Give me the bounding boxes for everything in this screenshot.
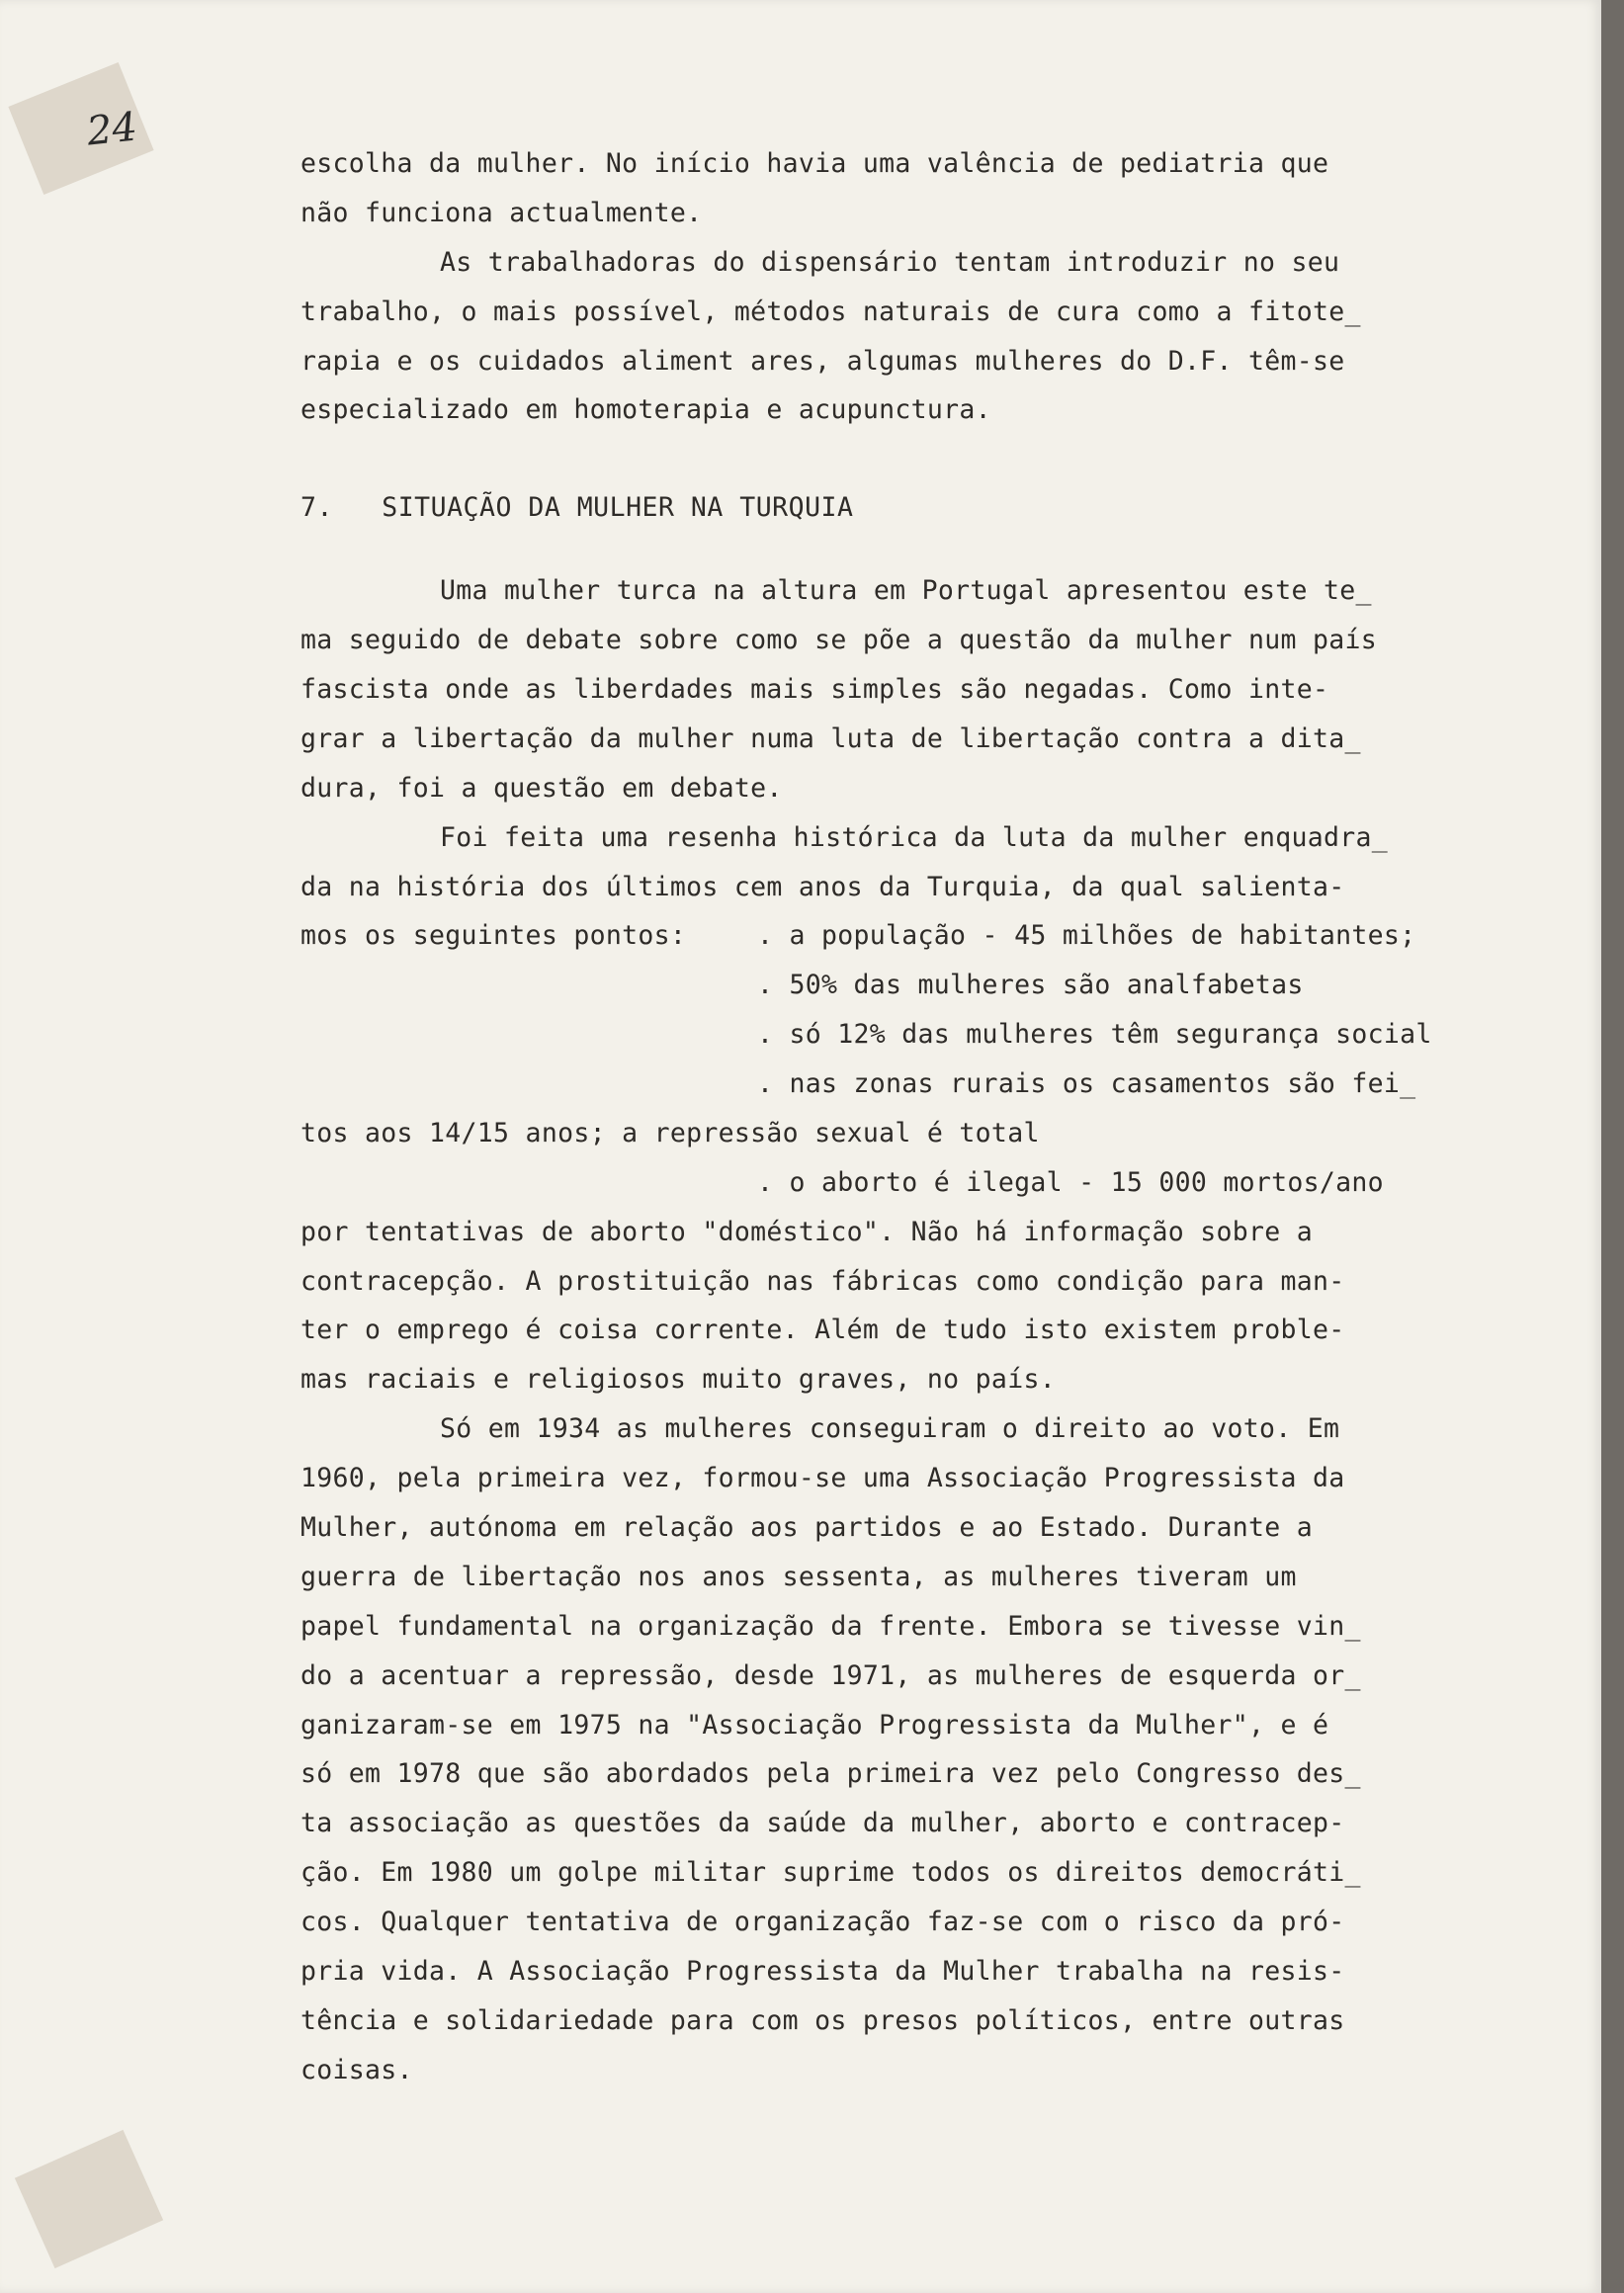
text-line: do a acentuar a repressão, desde 1971, as mulheres de esquerda or_	[300, 1660, 1361, 1691]
list-item: . a população - 45 milhões de habitantes;	[757, 920, 1416, 951]
section-heading: 7. SITUAÇÃO DA MULHER NA TURQUIA	[300, 492, 854, 523]
text-line: só em 1978 que são abordados pela primeira vez pelo Congresso des_	[300, 1758, 1361, 1789]
text-line: não funciona actualmente.	[300, 198, 703, 228]
text-line: coisas.	[300, 2055, 413, 2085]
text-line: por tentativas de aborto "doméstico". Não há informação sobre a	[300, 1217, 1314, 1247]
text-line: Só em 1934 as mulheres conseguiram o direito ao voto. Em	[440, 1413, 1340, 1444]
text-line: ganizaram-se em 1975 na "Associação Progressista da Mulher", e é	[300, 1710, 1329, 1741]
text-line: Mulher, autónoma em relação aos partidos e ao Estado. Durante a	[300, 1512, 1314, 1543]
text-line: contracepção. A prostituição nas fábricas como condição para man-	[300, 1266, 1345, 1297]
list-item: . 50% das mulheres são analfabetas	[757, 970, 1304, 1000]
text-line: mas raciais e religiosos muito graves, no país.	[300, 1364, 1056, 1395]
text-line: As trabalhadoras do dispensário tentam introduzir no seu	[440, 247, 1340, 278]
text-line: guerra de libertação nos anos sessenta, as mulheres tiveram um	[300, 1562, 1297, 1592]
text-line: dura, foi a questão em debate.	[300, 773, 783, 804]
text-line: ção. Em 1980 um golpe militar suprime todos os direitos democráti_	[300, 1857, 1361, 1888]
text-line: fascista onde as liberdades mais simples são negadas. Como inte-	[300, 674, 1329, 705]
text-line: papel fundamental na organização da frente. Embora se tivesse vin_	[300, 1611, 1361, 1642]
list-item: . o aborto é ilegal - 15 000 mortos/ano	[757, 1167, 1384, 1198]
text-line: tos aos 14/15 anos; a repressão sexual é total	[300, 1118, 1040, 1148]
scan-edge	[1601, 0, 1624, 2293]
text-line: escolha da mulher. No início havia uma valência de pediatria que	[300, 148, 1329, 179]
text-line: trabalho, o mais possível, métodos naturais de cura como a fitote_	[300, 297, 1361, 327]
text-line: rapia e os cuidados aliment ares, algumas mulheres do D.F. têm-se	[300, 346, 1345, 377]
text-line: tência e solidariedade para com os presos políticos, entre outras	[300, 2005, 1345, 2036]
text-line: Foi feita uma resenha histórica da luta da mulher enquadra_	[440, 822, 1389, 853]
text-line: pria vida. A Associação Progressista da Mulher trabalha na resis-	[300, 1956, 1345, 1987]
list-item: . nas zonas rurais os casamentos são fei_	[757, 1068, 1416, 1099]
text-line: da na história dos últimos cem anos da Turquia, da qual salienta-	[300, 872, 1345, 902]
text-line: grar a libertação da mulher numa luta de libertação contra a dita_	[300, 723, 1361, 754]
text-line: ter o emprego é coisa corrente. Além de tudo isto existem proble-	[300, 1315, 1345, 1345]
text-line: mos os seguintes pontos:	[300, 920, 687, 951]
page-number: 24	[84, 104, 140, 155]
text-line: especializado em homoterapia e acupunctura.	[300, 394, 991, 425]
text-line: cos. Qualquer tentativa de organização faz-se com o risco da pró-	[300, 1907, 1345, 1937]
tape-mark-bottom	[15, 2130, 163, 2268]
text-line: ta associação as questões da saúde da mulher, aborto e contracep-	[300, 1808, 1345, 1838]
list-item: . só 12% das mulheres têm segurança social	[757, 1019, 1432, 1050]
text-line: 1960, pela primeira vez, formou-se uma Associação Progressista da	[300, 1463, 1345, 1493]
text-line: ma seguido de debate sobre como se põe a questão da mulher num país	[300, 625, 1378, 655]
text-line: Uma mulher turca na altura em Portugal apresentou este te_	[440, 575, 1372, 606]
